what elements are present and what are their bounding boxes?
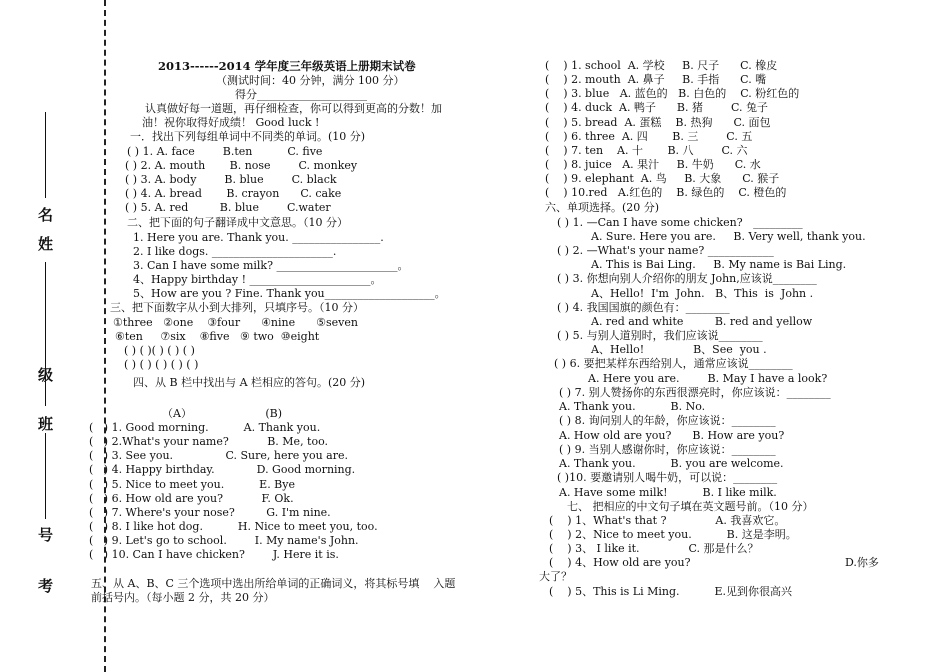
right-line-24: A. Thank you. B. No. (559, 400, 706, 413)
left-line-27: ( ) 4. Happy birthday. D. Good morning. (89, 463, 356, 476)
right-line-12: A. Sure. Here you are. B. Very well, thank you. (591, 230, 866, 243)
left-line-15: 4、Happy birthday ! ______________________。 (133, 273, 382, 286)
left-line-30: ( ) 7. Where's your nose? G. I'm nine. (89, 506, 331, 519)
left-line-3: 认真做好每一道题，再仔细检查，你可以得到更高的分数！加 (145, 102, 442, 115)
binding-label-xing: 姓 (38, 235, 54, 253)
left-line-25: ( ) 2.What's your name? B. Me, too. (89, 435, 329, 448)
right-line-32: ( ) 1、What's that ? A. 我喜欢它。 (549, 514, 786, 527)
left-line-22: 四、从 B 栏中找出与 A 栏相应的答句。(20 分) (133, 376, 366, 389)
left-line-0: 2013------2014 学年度三年级英语上册期末试卷 (158, 59, 416, 73)
binding-label-ji: 级 (38, 366, 54, 384)
binding-name-line (45, 112, 46, 198)
right-line-1: ( ) 2. mouth A. 鼻子 B. 手指 C. 嘴 (545, 73, 767, 86)
left-line-16: 5、How are you ? Fine. Thank you____________________。 (133, 287, 446, 300)
left-line-32: ( ) 9. Let's go to school. I. My name's John. (89, 534, 359, 547)
left-line-33: ( ) 10. Can I have chicken? J. Here it is. (89, 548, 339, 561)
left-line-6: ( ) 1. A. face B.ten C. five (127, 145, 323, 158)
left-line-14: 3. Can I have some milk? ______________________。 (133, 259, 409, 272)
right-line-23: ( ) 7. 别人赞扬你的东西很漂亮时，你应该说：________ (559, 386, 831, 399)
right-line-21: ( ) 6. 要把某样东西给别人，通常应该说________ (554, 357, 793, 370)
right-line-25: ( ) 8. 询问别人的年龄，你应该说：________ (559, 414, 776, 427)
right-line-20: A、Hello! B、See you . (591, 343, 767, 356)
left-line-20: ( ) ( )( ) ( ) ( ) (124, 344, 195, 357)
left-line-8: ( ) 3. A. body B. blue C. black (125, 173, 337, 186)
right-line-2: ( ) 3. blue A. 蓝色的 B. 白色的 C. 粉红色的 (545, 87, 800, 100)
left-line-23: （A） (B) (162, 407, 283, 420)
left-line-19: ⑥ten ⑦six ⑧five ⑨ two ⑩eight (115, 330, 320, 343)
binding-class-line-2 (45, 262, 46, 302)
right-line-31: 七、 把相应的中文句子填在英文题号前。（10 分） (567, 500, 814, 513)
binding-class-line (45, 300, 46, 406)
left-line-24: ( ) 1. Good morning. A. Thank you. (89, 421, 321, 434)
right-line-8: ( ) 9. elephant A. 鸟 B. 大象 C. 猴子 (545, 172, 780, 185)
left-line-10: ( ) 5. A. red B. blue C.water (125, 201, 331, 214)
left-line-17: 三、把下面数字从小到大排列，只填序号。（10 分） (110, 301, 364, 314)
left-line-35: 前括号内。（每小题 2 分，共 20 分） (91, 591, 275, 604)
right-line-18: A. red and white B. red and yellow (591, 315, 813, 328)
right-line-33: ( ) 2、Nice to meet you. B. 这是李明。 (549, 528, 797, 541)
right-line-22: A. Here you are. B. May I have a look? (588, 372, 828, 385)
right-line-34: ( ) 3、 I like it. C. 那是什么？ (549, 542, 759, 555)
left-line-31: ( ) 8. I like hot dog. H. Nice to meet you, too. (89, 520, 378, 533)
left-line-28: ( ) 5. Nice to meet you. E. Bye (89, 478, 295, 491)
left-line-34: 五、从 A、B、C 三个选项中选出所给单词的正确词义，将其标号填 入题 (91, 577, 456, 590)
binding-dashed-line (104, 0, 106, 672)
right-line-11: ( ) 1. —Can I have some chicken? _________ (557, 216, 803, 229)
left-line-9: ( ) 4. A. bread B. crayon C. cake (125, 187, 342, 200)
right-line-35: ( ) 4、How old are you? (549, 556, 691, 569)
right-line-5: ( ) 6. three A. 四 B. 三 C. 五 (545, 130, 753, 143)
left-line-12: 1. Here you are. Thank you. ________________. (133, 231, 384, 244)
right-line-16: A、Hello! I'm John. B、This is John . (591, 287, 814, 300)
right-line-4: ( ) 5. bread A. 蛋糕 B. 热狗 C. 面包 (545, 116, 771, 129)
right-line-3: ( ) 4. duck A. 鸭子 B. 猪 C. 兔子 (545, 101, 768, 114)
right-line-17: ( ) 4. 我国国旗的颜色有：________ (557, 301, 730, 314)
left-line-2: 得分____________________ (235, 88, 367, 101)
right-line-13: ( ) 2. —What's your name? ____________ (557, 244, 774, 257)
left-line-7: ( ) 2. A. mouth B. nose C. monkey (125, 159, 358, 172)
left-line-26: ( ) 3. See you. C. Sure, here you are. (89, 449, 348, 462)
left-line-5: 一．找出下列每组单词中不同类的单词。(10 分) (130, 130, 366, 143)
right-line-30: A. Have some milk! B. I like milk. (559, 486, 777, 499)
binding-label-ban: 班 (38, 415, 54, 433)
binding-label-kao: 考 (38, 577, 54, 595)
right-line-10: 六、单项选择。(20 分) (545, 201, 660, 214)
left-line-1: （测试时间：40 分钟，满分 100 分） (216, 74, 405, 87)
right-line-38: ( ) 5、This is Li Ming. E.见到你很高兴 (549, 585, 793, 598)
right-line-28: A. Thank you. B. you are welcome. (559, 457, 784, 470)
right-line-27: ( ) 9. 当别人感谢你时，你应该说：________ (559, 443, 776, 456)
left-line-29: ( ) 6. How old are you? F. Ok. (89, 492, 294, 505)
left-line-18: ①three ②one ③four ④nine ⑤seven (113, 316, 358, 329)
left-line-13: 2. I like dogs. ______________________. (133, 245, 337, 258)
right-line-9: ( ) 10.red A.红色的 B. 绿色的 C. 橙色的 (545, 186, 787, 199)
right-line-37: 大了？ (539, 570, 572, 583)
right-line-0: ( ) 1. school A. 学校 B. 尺子 C. 橡皮 (545, 59, 778, 72)
right-line-19: ( ) 5. 与别人道别时，我们应该说________ (557, 329, 763, 342)
left-line-21: ( ) ( ) ( ) ( ) ( ) (124, 358, 199, 371)
right-line-36: D.你多 (845, 556, 879, 569)
binding-label-hao: 号 (38, 526, 54, 544)
right-line-26: A. How old are you? B. How are you? (559, 429, 785, 442)
left-line-11: 二、把下面的句子翻译成中文意思。（10 分） (127, 216, 348, 229)
left-line-4: 油！祝你取得好成绩！ Good luck ! (142, 116, 320, 129)
binding-exam-number-line (45, 433, 46, 519)
binding-label-ming: 名 (38, 206, 54, 224)
right-line-29: ( )10. 要邀请别人喝牛奶，可以说：________ (557, 471, 778, 484)
right-line-14: A. This is Bai Ling. B. My name is Bai Ling. (591, 258, 847, 271)
right-line-7: ( ) 8. juice A. 果汁 B. 牛奶 C. 水 (545, 158, 761, 171)
right-line-15: ( ) 3. 你想向别人介绍你的朋友 John,应该说________ (557, 272, 817, 285)
right-line-6: ( ) 7. ten A. 十 B. 八 C. 六 (545, 144, 748, 157)
